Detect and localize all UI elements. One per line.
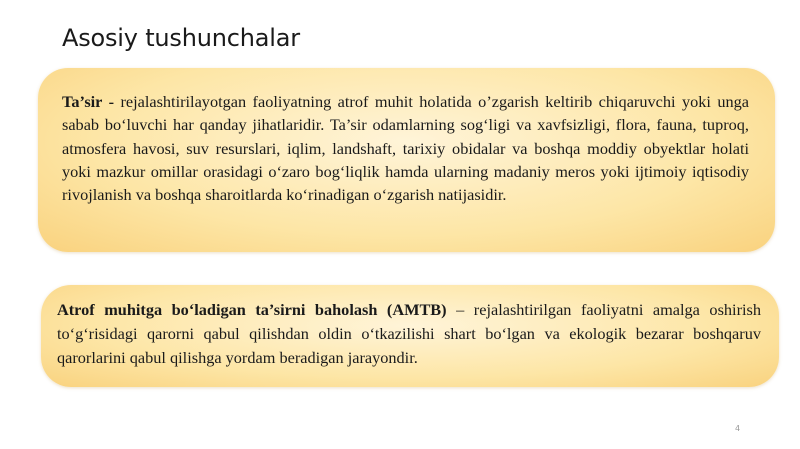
definition-text-amtb <box>57 298 761 370</box>
term-amtb: Atrof muhitga bo‘ladigan ta’sirni baholash (AMTB) <box>57 300 447 319</box>
term-separator: – <box>446 300 474 319</box>
definition-body-amtb: rejalashtirilgan faoliyatni amalga oshirish to‘g‘risidagi qarorni qabul qilishdan oldin o‘tkazilishi shart bo‘lgan va ekologik bezarar boshqaruv qarorlarini qabul qilishga yordam beradigan jarayondir. <box>57 300 761 367</box>
definition-text-tasir <box>62 90 749 206</box>
term-separator: - <box>102 92 121 111</box>
page-number: 4 <box>735 424 741 433</box>
term-tasir: Ta’sir <box>62 92 103 111</box>
slide-title: Asosiy tushunchalar <box>62 24 300 52</box>
definition-card-tasir <box>38 68 775 252</box>
definition-card-amtb <box>41 285 779 387</box>
definition-body-tasir: rejalashtirilayotgan faoliyatning atrof muhit holatida o’zgarish keltirib chiqaruvchi yoki unga sabab bo‘luvchi har qanday jihatlaridir. Ta’sir odamlarning sog‘ligi va xavfsizligi, flora, fauna, tuproq, atmosfera havosi, suv resurslari, iqlim, landshaft, tarixiy obidalar va boshqa moddiy obyektlar holati yoki mazkur omillar orasidagi o‘zaro bog‘liqlik hamda ularning madaniy meros yoki ijtimoiy iqtisodiy rivojlanish va boshqa sharoitlarda ko‘rinadigan o‘zgarish natijasidir. <box>62 92 749 205</box>
